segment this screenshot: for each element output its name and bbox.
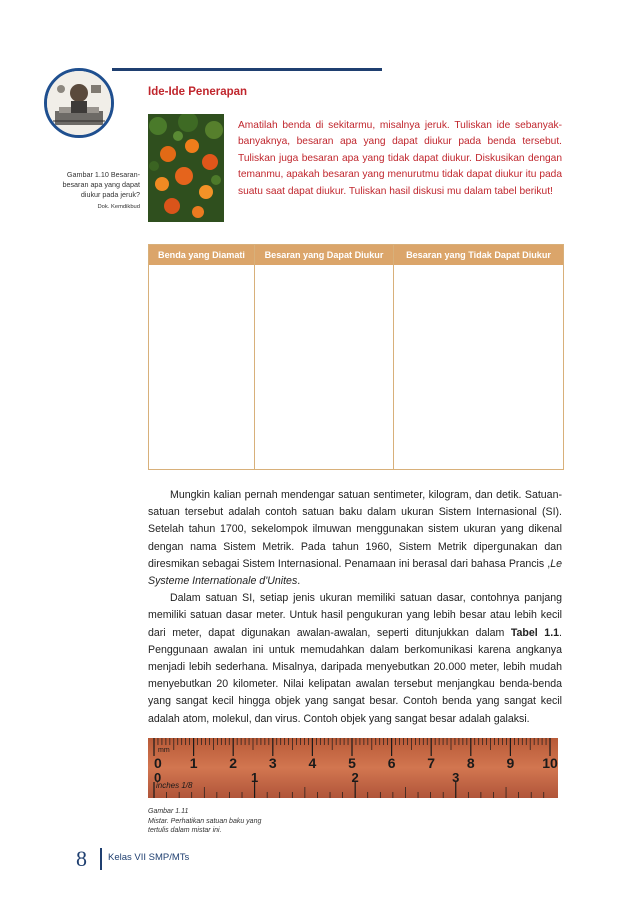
ruler-cm-label: 3 <box>268 755 277 771</box>
table-header-measurable: Besaran yang Dapat Diukur <box>264 250 384 260</box>
ruler-cm-label: 9 <box>506 755 515 771</box>
ruler-cm-label: 6 <box>387 755 396 771</box>
ruler-inch-label: 1 <box>250 770 259 785</box>
paragraph-si-history: Mungkin kalian pernah mendengar satuan sentimeter, kilogram, dan detik. Satuan-satuan tersebut adalah contoh satuan baku dalam ukuran Sistem Internasional (SI). Setelah tahun 1700, sekelompok ilmuwan menggunakan sistem ukuran yang dikenal dengan nama Sistem Metrik. Pada tahun 1960, Sistem Metrik dipergunakan dan diresmikan sebagai Sistem Internasional. Penamaan ini berasal dari bahasa Prancis ,Le Systeme Internationale d'Unites. <box>148 489 562 588</box>
body-text <box>148 487 562 728</box>
ruler-cm-label: 4 <box>308 755 317 771</box>
section-title: Ide-Ide Penerapan <box>148 86 248 98</box>
table-header-not-measurable: Besaran yang Tidak Dapat Diukur <box>406 250 551 260</box>
ruler-inch-label: 0 <box>154 770 162 785</box>
table-header-row <box>149 245 563 265</box>
figure-1-10-caption-text: Gambar 1.10 Besaran-besaran apa yang dapat diukur pada jeruk? <box>62 170 140 199</box>
ruler-cm-label: 2 <box>229 755 238 771</box>
intro-instructions: Amatilah benda di sekitarmu, misalnya jeruk. Tuliskan ide sebanyak-banyaknya, besaran apa yang dapat diukur pada benda tersebut. Tuliskan juga besaran apa yang tidak dapat diukur. Diskusikan dengan temanmu, apakah besaran yang menurutmu tidak dapat diukur itu pada suatu saat dapat diukur. Tuliskan hasil diskusi mu dalam tabel berikut! <box>238 120 562 197</box>
figure-1-11-caption <box>148 807 283 836</box>
book-title: Kelas VII SMP/MTs <box>108 852 190 863</box>
footer-rule <box>100 848 102 870</box>
ruler-cm-label: 0 <box>154 755 162 771</box>
table-cell-object[interactable] <box>149 265 254 469</box>
figure-1-10-caption <box>58 170 140 212</box>
figure-1-10-source: Dok. Kemdikbud <box>97 204 140 210</box>
ruler-cm-label: 7 <box>427 755 436 771</box>
orange-fruit-icon <box>148 114 224 222</box>
ruler-inch-label: 2 <box>351 770 359 785</box>
ruler-inches-label: inches 1/8 <box>156 781 193 790</box>
table-header-object: Benda yang Diamati <box>158 250 245 260</box>
table-1-1-reference: Tabel 1.1 <box>510 626 560 639</box>
ruler-cm-label: 1 <box>189 755 198 771</box>
header-rule <box>112 68 382 71</box>
ruler-icon <box>148 738 558 798</box>
french-name: Le Systeme Internationale d'Unites <box>148 557 562 588</box>
scientist-illustration-icon <box>47 71 111 135</box>
ruler-cm-label: 8 <box>466 755 475 771</box>
chapter-logo <box>44 68 114 138</box>
observation-table <box>148 244 564 470</box>
ruler-cm-label: 10 <box>542 755 558 771</box>
page-number: 8 <box>76 846 87 871</box>
ruler-photo <box>148 738 558 798</box>
table-cell-measurable[interactable] <box>255 265 393 469</box>
orange-tree-photo <box>148 114 224 222</box>
paragraph-si-prefixes: Dalam satuan SI, setiap jenis ukuran memiliki satuan dasar, contohnya panjang memiliki satuan dasar meter. Untuk hasil pengukuran yang lebih besar atau lebih kecil dari meter, dapat digunakan awalan-awalan, seperti ditunjukkan dalam Tabel 1.1. Penggunaan awalan ini untuk memudahkan dalam berkomunikasi karena angkanya menjadi lebih sederhana. Misalnya, daripada menyebutkan 20.000 meter, lebih mudah menyebutkan 20 kilometer. Nilai kelipatan awalan tersebut menjangkau benda-benda yang sangat kecil hingga objek yang sangat besar. Contoh benda yang sangat kecil adalah atom, molekul, dan virus. Contoh objek yang sangat besar adalah galaksi. <box>148 592 562 725</box>
ruler-mm-label: mm <box>158 747 170 754</box>
ruler-cm-label: 5 <box>348 755 356 771</box>
ruler-inch-label: 3 <box>452 770 460 785</box>
figure-1-11-title: Gambar 1.11 <box>148 808 189 815</box>
figure-1-11-text: Mistar. Perhatikan satuan baku yang tertulis dalam mistar ini. <box>148 817 262 834</box>
table-cell-not-measurable[interactable] <box>394 265 563 469</box>
